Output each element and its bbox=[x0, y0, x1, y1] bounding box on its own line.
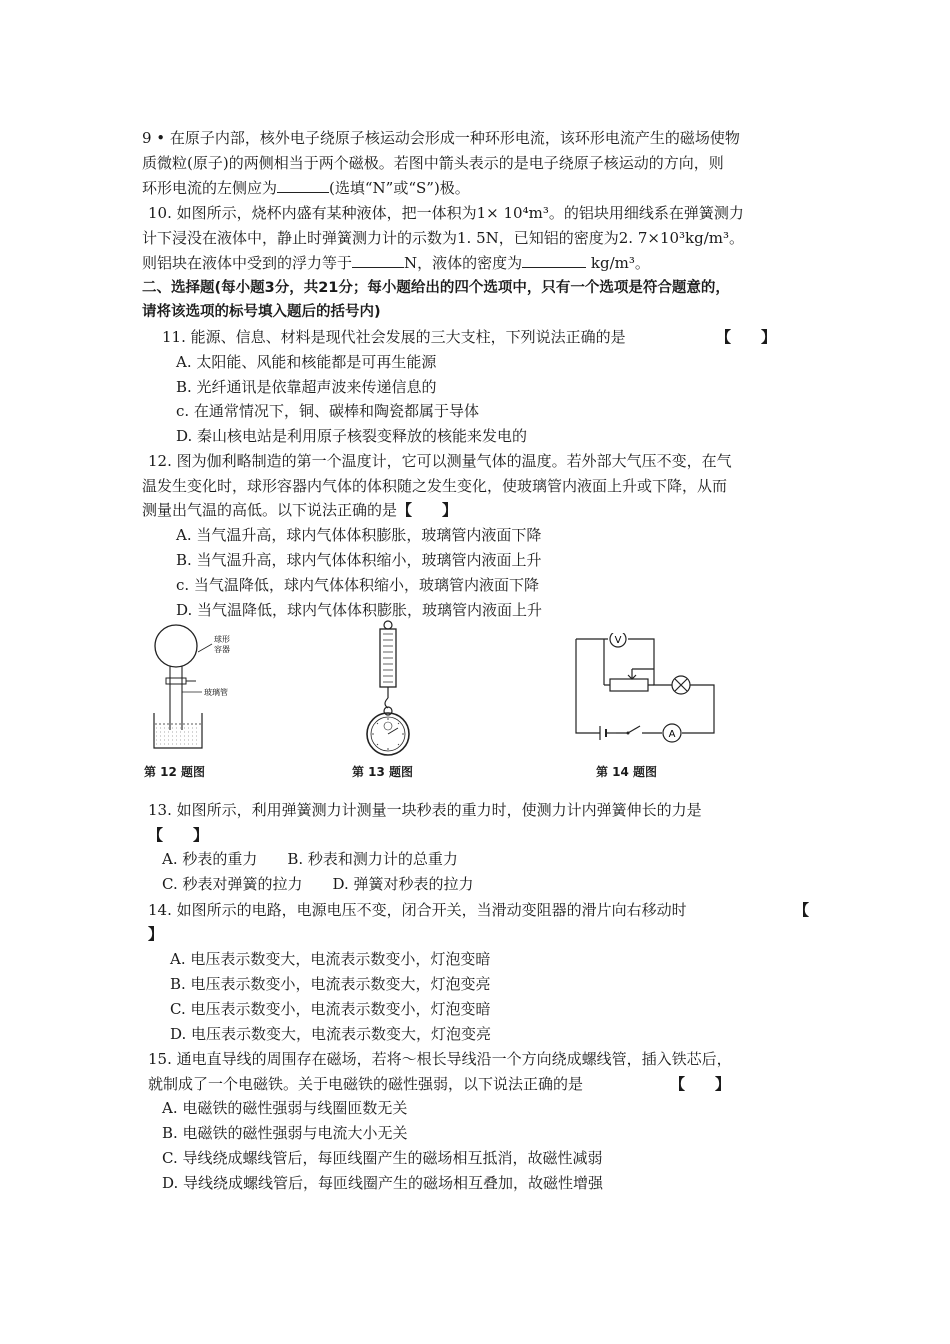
q15-option-c: C. 导线绕成螺线管后，每匝线圈产生的磁场相互抵消，故磁性减弱 bbox=[162, 1149, 603, 1167]
q14-option-c: C. 电压表示数变小，电流表示数变小，灯泡变暗 bbox=[170, 1000, 491, 1018]
section2-line2: 请将该选项的标号填入题后的括号内) bbox=[142, 304, 381, 320]
q12-option-d: D. 当气温降低，球内气体体积膨胀，玻璃管内液面上升 bbox=[176, 601, 543, 619]
section2-line1: 二、选择题(每小题3分，共21分；每小题给出的四个选项中，只有一个选项是符合题意的， bbox=[142, 280, 730, 296]
q11-bracket: 【 】 bbox=[716, 328, 777, 346]
q10-line3-a: 则铝块在液体中受到的浮力等于 bbox=[142, 254, 353, 272]
ammeter-label: A bbox=[668, 729, 676, 740]
q12-option-c: c. 当气温降低，球内气体体积缩小，玻璃管内液面下降 bbox=[176, 576, 539, 594]
fig12-tube-label: 玻璃管 bbox=[204, 688, 228, 697]
q12-bracket: 【 】 bbox=[397, 501, 458, 519]
q14-option-b: B. 电压表示数变小，电流表示数变大，灯泡变亮 bbox=[170, 975, 491, 993]
figure-12-thermometer bbox=[140, 620, 260, 755]
q12-line1: 12. 图为伽利略制造的第一个温度计，它可以测量气体的温度。若外部大气压不变，在气 bbox=[148, 452, 732, 470]
fig12-ball-label-2: 容器 bbox=[214, 645, 230, 654]
q15-line2: 就制成了一个电磁铁。关于电磁铁的磁性强弱，以下说法正确的是 bbox=[148, 1075, 584, 1093]
q14-bracket-open: 【 bbox=[794, 901, 810, 919]
q14-option-a: A. 电压表示数变大，电流表示数变小，灯泡变暗 bbox=[170, 950, 491, 968]
fig12-ball-label bbox=[214, 634, 233, 654]
rheostat-shape bbox=[610, 679, 648, 691]
q10-line2: 计下浸没在液体中，静止时弹簧测力计的示数为1. 5N，已知铝的密度为2. 7×10³kg/m³。 bbox=[142, 229, 745, 247]
q11-stem: 11. 能源、信息、材料是现代社会发展的三大支柱，下列说法正确的是 bbox=[162, 328, 626, 346]
q12-option-b: B. 当气温升高，球内气体体积缩小，玻璃管内液面上升 bbox=[176, 551, 542, 569]
q15-option-a: A. 电磁铁的磁性强弱与线圈匝数无关 bbox=[162, 1099, 408, 1117]
q12-option-a: A. 当气温升高，球内气体体积膨胀，玻璃管内液面下降 bbox=[176, 526, 542, 544]
fig14-caption: 第 14 题图 bbox=[596, 765, 658, 779]
q15-option-b: B. 电磁铁的磁性强弱与电流大小无关 bbox=[162, 1124, 408, 1142]
bulb-shape bbox=[155, 625, 197, 667]
figure-14-circuit bbox=[570, 633, 720, 748]
liquid-fill-shape bbox=[156, 728, 200, 744]
circuit-wire-bottom-left bbox=[576, 639, 662, 733]
q13-bracket: 【 】 bbox=[148, 826, 209, 844]
q13-stem: 13. 如图所示，利用弹簧测力计测量一块秒表的重力时，使测力计内弹簧伸长的力是 bbox=[148, 801, 702, 819]
q14-stem: 14. 如图所示的电路，电源电压不变，闭合开关，当滑动变阻器的滑片向右移动时 bbox=[148, 901, 687, 919]
scale-ticks-shape bbox=[383, 634, 393, 682]
clamp-shape bbox=[166, 678, 186, 684]
q11-option-c: c. 在通常情况下，铜、碳棒和陶瓷都属于导体 bbox=[176, 402, 479, 420]
stopwatch-hand-shape bbox=[388, 728, 398, 734]
q9-line3 bbox=[142, 178, 470, 198]
stopwatch-subdial-shape bbox=[384, 722, 392, 730]
q13-options-cd: C. 秒表对弹簧的拉力 D. 弹簧对秒表的拉力 bbox=[162, 875, 474, 893]
q10-line3 bbox=[142, 253, 650, 273]
q10-line1: 10. 如图所示，烧杯内盛有某种液体，把一体积为1× 10⁴m³。的铝块用细线系在弹簧测力 bbox=[148, 204, 744, 222]
switch-shape bbox=[628, 726, 640, 733]
q10-blank-2 bbox=[522, 253, 586, 268]
circuit-wire-top bbox=[576, 639, 672, 685]
q9-line2: 质微粒(原子)的两侧相当于两个磁极。若图中箭头表示的是电子绕原子核运动的方向，则 bbox=[142, 154, 724, 172]
q15-bracket: 【 】 bbox=[670, 1075, 731, 1093]
ball-pointer-line bbox=[198, 644, 212, 652]
q14-option-d: D. 电压表示数变大，电流表示数变大，灯泡变亮 bbox=[170, 1025, 492, 1043]
voltmeter-label: V bbox=[614, 635, 622, 646]
fig13-caption: 第 13 题图 bbox=[352, 765, 414, 779]
q12-line2: 温发生变化时，球形容器内气体的体积随之发生变化，使玻璃管内液面上升或下降，从而 bbox=[142, 477, 728, 495]
q14-bracket-close: 】 bbox=[148, 925, 164, 943]
switch-pivot-shape bbox=[627, 732, 630, 735]
fig12-ball-label-1: 球形 bbox=[214, 635, 230, 644]
q11-option-b: B. 光纤通讯是依靠超声波来传递信息的 bbox=[176, 378, 437, 396]
q10-line3-b: N，液体的密度为 bbox=[404, 254, 523, 272]
q9-line3-a: 环形电流的左侧应为 bbox=[142, 179, 278, 197]
q10-line3-c: kg/m³。 bbox=[586, 254, 650, 272]
q12-line3-text: 测量出气温的高低。以下说法正确的是 bbox=[142, 501, 398, 519]
q12-line3 bbox=[142, 500, 457, 520]
figure-13-spring-scale bbox=[350, 618, 440, 758]
q9-line3-b: (选填“N”或“S”)极。 bbox=[329, 179, 470, 197]
q15-option-d: D. 导线绕成螺线管后，每匝线圈产生的磁场相互叠加，故磁性增强 bbox=[162, 1174, 604, 1192]
q11-option-d: D. 秦山核电站是利用原子核裂变释放的核能来发电的 bbox=[176, 427, 528, 445]
q10-blank-1 bbox=[352, 253, 404, 268]
glass-tube-shape bbox=[170, 666, 182, 730]
q9-blank bbox=[277, 178, 329, 193]
q13-options-ab: A. 秒表的重力 B. 秒表和测力计的总重力 bbox=[162, 850, 458, 868]
beaker-shape bbox=[154, 713, 202, 748]
fig12-caption: 第 12 题图 bbox=[144, 765, 206, 779]
q15-line1: 15. 通电直导线的周围存在磁场，若将～根长导线沿一个方向绕成螺线管，插入铁芯后， bbox=[148, 1050, 732, 1068]
q9-line1: 9 • 在原子内部，核外电子绕原子核运动会形成一种环形电流，该环形电流产生的磁场使物 bbox=[142, 129, 740, 147]
q11-option-a: A. 太阳能、风能和核能都是可再生能源 bbox=[176, 353, 437, 371]
top-hook-shape bbox=[384, 621, 392, 629]
